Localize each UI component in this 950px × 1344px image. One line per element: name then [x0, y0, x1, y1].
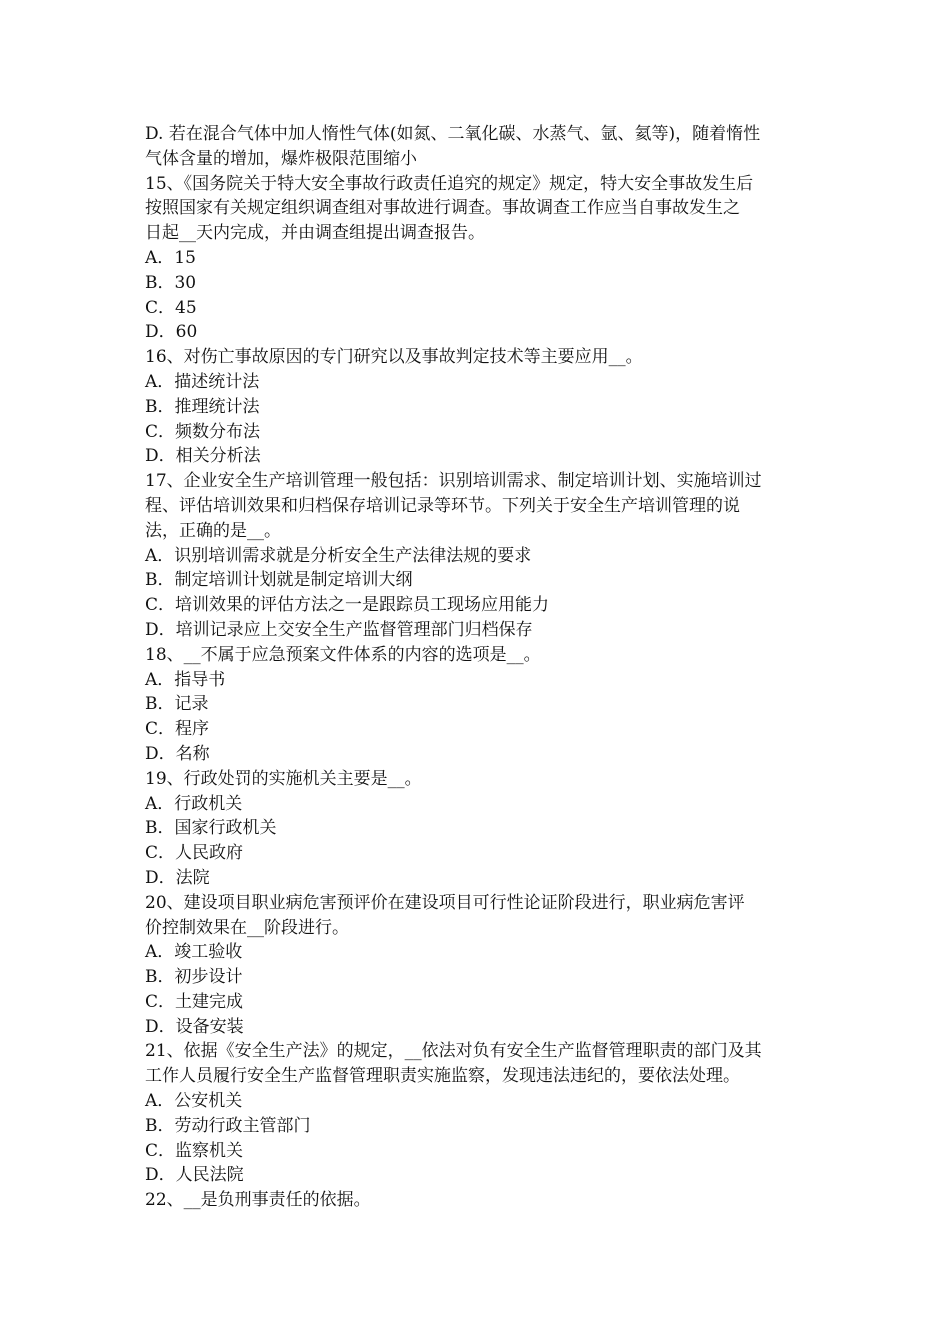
question-19-stem: 19、行政处罚的实施机关主要是__。: [145, 768, 422, 789]
option-a: A．行政机关: [145, 793, 243, 814]
option-c: C．监察机关: [145, 1140, 244, 1161]
text-line: 日起__天内完成，并由调查组提出调查报告。: [145, 223, 485, 244]
option-a: A．指导书: [145, 669, 226, 690]
option-c: C．培训效果的评估方法之一是跟踪员工现场应用能力: [145, 595, 550, 616]
option-d: D．法院: [145, 867, 210, 888]
option-d: D．培训记录应上交安全生产监督管理部门归档保存: [145, 619, 533, 640]
option-c: C．频数分布法: [145, 421, 261, 442]
question-22-stem: 22、__是负刑事责任的依据。: [145, 1190, 371, 1211]
option-c: C．45: [145, 297, 197, 318]
text-line: 按照国家有关规定组织调查组对事故进行调查。事故调查工作应当自事故发生之: [145, 198, 740, 219]
option-d: D．名称: [145, 743, 210, 764]
text-line: 气体含量的增加，爆炸极限范围缩小: [145, 148, 417, 169]
option-b: B．记录: [145, 694, 209, 715]
option-c: C．人民政府: [145, 843, 244, 864]
question-20-stem: 20、建设项目职业病危害预评价在建设项目可行性论证阶段进行，职业病危害评: [145, 892, 745, 913]
option-b: B．国家行政机关: [145, 818, 277, 839]
question-16-stem: 16、对伤亡事故原因的专门研究以及事故判定技术等主要应用__。: [145, 347, 643, 368]
text-line: 工作人员履行安全生产监督管理职责实施监察，发现违法违纪的，要依法处理。: [145, 1066, 740, 1087]
question-17-stem: 17、企业安全生产培训管理一般包括：识别培训需求、制定培训计划、实施培训过: [145, 471, 762, 492]
option-a: A．描述统计法: [145, 371, 260, 392]
question-18-stem: 18、__不属于应急预案文件体系的内容的选项是__。: [145, 644, 541, 665]
option-c: C．土建完成: [145, 991, 244, 1012]
document-page: [145, 122, 810, 1213]
option-b: B．初步设计: [145, 967, 243, 988]
option-b: B．制定培训计划就是制定培训大纲: [145, 570, 413, 591]
option-c: C．程序: [145, 719, 210, 740]
option-a: A．竣工验收: [145, 942, 243, 963]
question-15-stem: 15、《国务院关于特大安全事故行政责任追究的规定》规定，特大安全事故发生后: [145, 173, 754, 194]
option-b: B．劳动行政主管部门: [145, 1115, 311, 1136]
option-b: B．推理统计法: [145, 396, 260, 417]
option-d: D．相关分析法: [145, 446, 261, 467]
option-a: A．15: [145, 247, 196, 268]
text-line: 程、评估培训效果和归档保存培训记录等环节。下列关于安全生产培训管理的说: [145, 495, 740, 516]
option-d: D．60: [145, 322, 198, 343]
text-line: D. 若在混合气体中加人惰性气体(如氮、二氧化碳、水蒸气、氩、氦等)，随着惰性: [145, 124, 761, 144]
text-line: 法，正确的是__。: [145, 520, 281, 541]
option-a: A．识别培训需求就是分析安全生产法律法规的要求: [145, 545, 532, 566]
option-b: B．30: [145, 272, 197, 293]
text-line: 价控制效果在__阶段进行。: [145, 917, 349, 938]
question-21-stem: 21、依据《安全生产法》的规定，__依法对负有安全生产监督管理职责的部门及其: [145, 1041, 762, 1062]
option-d: D．人民法院: [145, 1165, 244, 1186]
option-d: D．设备安装: [145, 1016, 244, 1037]
option-a: A．公安机关: [145, 1091, 243, 1112]
